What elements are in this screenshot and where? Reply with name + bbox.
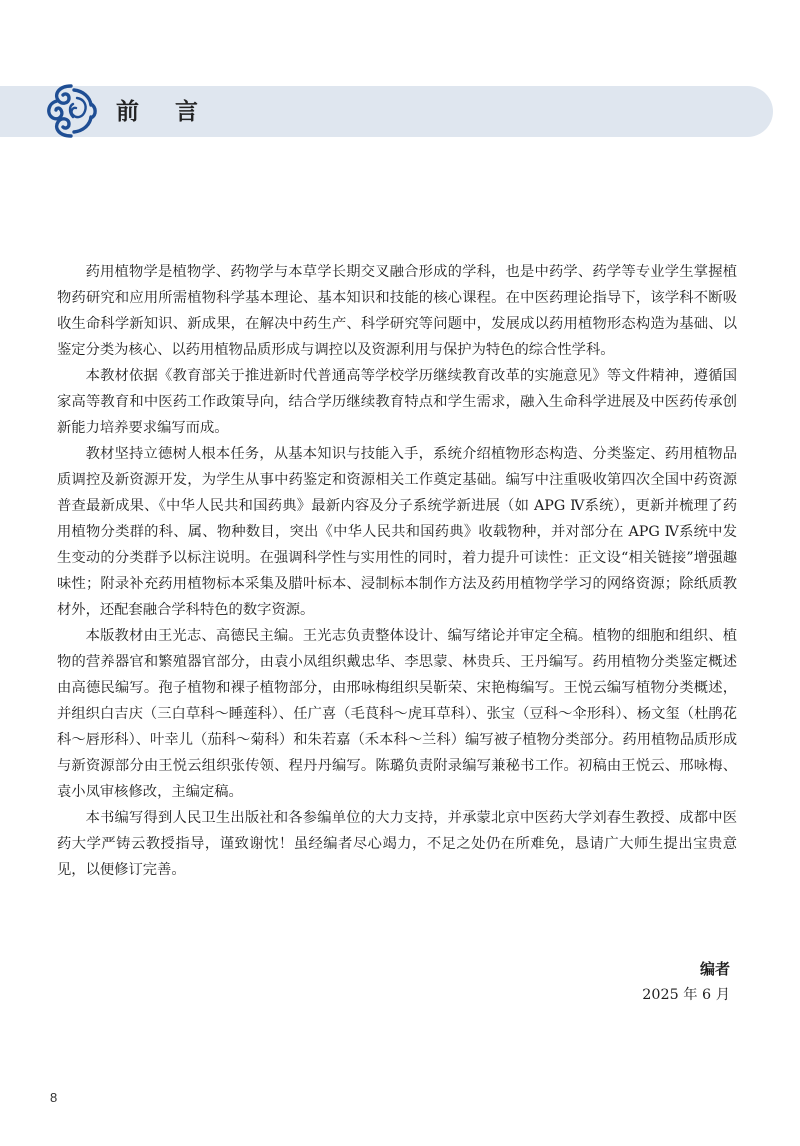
page-number: 8 [50, 1090, 58, 1105]
paragraph: 本书编写得到人民卫生出版社和各参编单位的大力支持，并承蒙北京中医药大学刘春生教授、成都中医药大学严铸云教授指导，谨致谢忱！虽经编者尽心竭力，不足之处仍在所难免，恳请广大师生提出宝贵意见，以便修订完善。 [57, 810, 737, 878]
preface-body [57, 259, 737, 883]
paragraph: 教材坚持立德树人根本任务，从基本知识与技能入手，系统介绍植物形态构造、分类鉴定、药用植物品质调控及新资源开发，为学生从事中药鉴定和资源相关工作奠定基础。编写中注重吸收第四次全国中药资源普查最新成果、《中华人民共和国药典》最新内容及分子系统学新进展（如 APG Ⅳ系统），更新并梳理了药用植物分类群的科、属、物种数目，突出《中华人民共和国药典》收载物种，并对部分在 APG Ⅳ系统中发生变动的分类群予以标注说明。在强调科学性与实用性的同时，着力提升可读性：正文设“相关链接”增强趣味性；附录补充药用植物标本采集及腊叶标本、浸制标本制作方法及药用植物学学习的网络资源；除纸质教材外，还配套融合学科特色的数字资源。 [57, 446, 737, 618]
cloud-scroll-ornament-icon [44, 81, 100, 141]
signature-name: 编者 [699, 960, 730, 978]
paragraph: 本教材依据《教育部关于推进新时代普通高等学校学历继续教育改革的实施意见》等文件精神，遵循国家高等教育和中医药工作政策导向，结合学历继续教育特点和学生需求，融入生命科学进展及中医药传承创新能力培养要求编写而成。 [57, 368, 737, 436]
paragraph: 药用植物学是植物学、药物学与本草学长期交叉融合形成的学科，也是中药学、药学等专业学生掌握植物药研究和应用所需植物科学基本理论、基本知识和技能的核心课程。在中医药理论指导下，该学科不断吸收生命科学新知识、新成果，在解决中药生产、科学研究等问题中，发展成以药用植物形态构造为基础、以鉴定分类为核心、以药用植物品质形成与调控以及资源利用与保护为特色的综合性学科。 [57, 264, 737, 358]
page-title: 前 言 [116, 99, 213, 125]
signature-date: 2025 年 6 月 [642, 987, 730, 1003]
signature-block [642, 956, 730, 1008]
paragraph: 本版教材由王光志、高德民主编。王光志负责整体设计、编写绪论并审定全稿。植物的细胞和组织、植物的营养器官和繁殖器官部分，由袁小凤组织戴忠华、李思蒙、林贵兵、王丹编写。药用植物分类鉴定概述由高德民编写。孢子植物和裸子植物部分，由邢咏梅组织吴靳荣、宋艳梅编写。王悦云编写植物分类概述，并组织白吉庆（三白草科～睡莲科）、任广喜（毛茛科～虎耳草科）、张宝（豆科～伞形科）、杨文玺（杜鹃花科～唇形科）、叶幸儿（茄科～菊科）和朱若嘉（禾本科～兰科）编写被子植物分类部分。药用植物品质形成与新资源部分由王悦云组织张传领、程丹丹编写。陈璐负责附录编写兼秘书工作。初稿由王悦云、邢咏梅、袁小凤审核修改，主编定稿。 [57, 628, 737, 800]
